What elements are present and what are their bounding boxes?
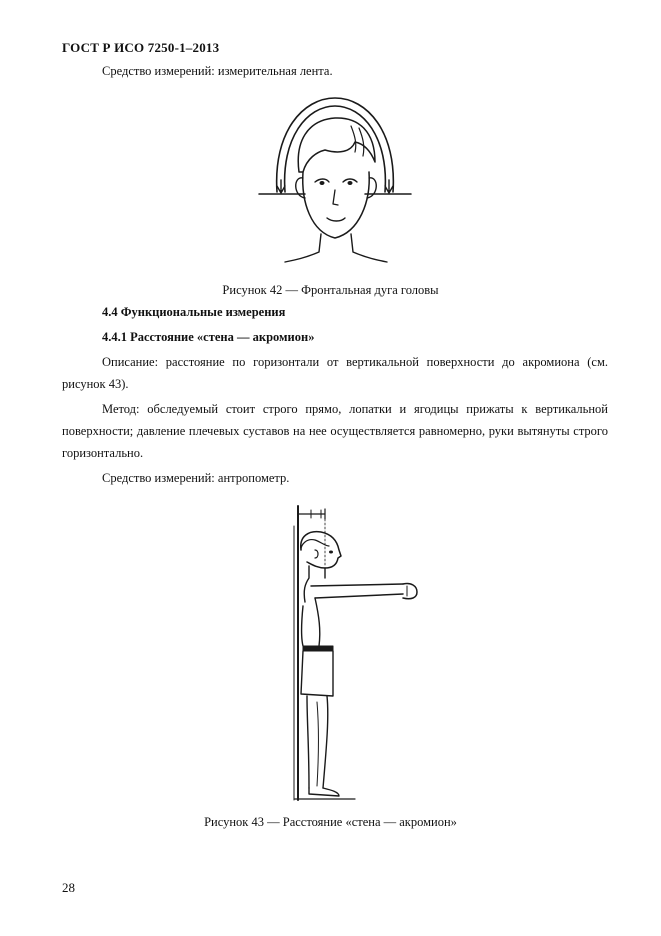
measure-tool-text-1: Средство измерений: измерительная лента. [102, 64, 333, 78]
section-heading-4-4: 4.4 Функциональные измерения [102, 305, 286, 319]
description-paragraph: Описание: расстояние по горизонтали от вертикальной поверхности до акромиона (см. рисунок 43). [62, 355, 608, 391]
figure-43-caption: Рисунок 43 — Расстояние «стена — акромион» [204, 815, 457, 829]
measure-tool-text-2: Средство измерений: антропометр. [102, 471, 290, 485]
figure-42-caption: Рисунок 42 — Фронтальная дуга головы [222, 283, 439, 297]
figure-43-wall-acromion [285, 506, 445, 806]
section-heading-4-4-1: 4.4.1 Расстояние «стена — акромион» [102, 330, 315, 344]
method-paragraph: Метод: обследуемый стоит строго прямо, лопатки и ягодицы прижаты к вертикальной поверхности; давление плечевых суставов на нее осуществляется равномерно, руки вытянуты строго горизонтально. [62, 402, 608, 460]
page-number: 28 [62, 880, 75, 895]
document-header: ГОСТ Р ИСО 7250-1–2013 [62, 40, 220, 55]
figure-42-head-arc [255, 92, 415, 262]
